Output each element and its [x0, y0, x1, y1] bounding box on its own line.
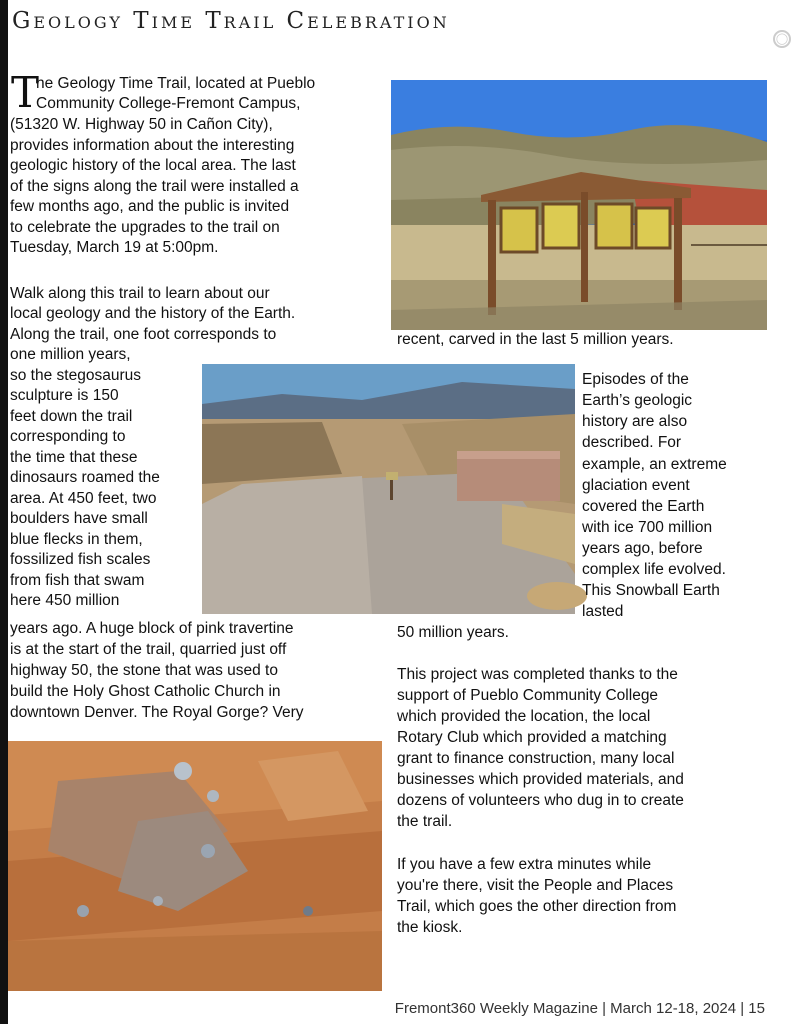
fossil-rock-photo: [8, 741, 382, 991]
p2-narrow-line: sculpture is 150: [10, 387, 119, 404]
kiosk-photo: [391, 80, 767, 330]
p1-line: provides information about the interesting: [10, 137, 295, 154]
episodes-line: This Snowball Earth: [582, 582, 720, 599]
p2-bottom-line: is at the start of the trail, quarried just off: [10, 641, 287, 658]
p2-narrow-line: the time that these: [10, 449, 138, 466]
p2-narrow-line: boulders have small: [10, 510, 148, 527]
p2-bottom-line: highway 50, the stone that was used to: [10, 662, 278, 679]
p1-line: Community College-Fremont Campus,: [36, 95, 301, 112]
page-edge-bar: [0, 0, 8, 1024]
article-title: Geology Time Trail Celebration: [12, 8, 450, 34]
p4-line: If you have a few extra minutes while: [397, 856, 652, 873]
episodes-line: lasted: [582, 603, 624, 620]
episodes-line: Episodes of the: [582, 371, 689, 388]
p3-line: the trail.: [397, 813, 453, 830]
p1-line: few months ago, and the public is invited: [10, 198, 290, 215]
page-footer: Fremont360 Weekly Magazine | March 12-18, 2024 | 15: [394, 1000, 765, 1017]
p1-line: geologic history of the local area. The last: [10, 157, 296, 174]
p3-line: Rotary Club which provided a matching: [397, 729, 667, 746]
p4-line: the kiosk.: [397, 919, 463, 936]
episodes-line: history are also: [582, 413, 688, 430]
episodes-line: glaciation event: [582, 477, 690, 494]
p2-narrow-line: feet down the trail: [10, 408, 133, 425]
p3-line: This project was completed thanks to the: [397, 666, 678, 683]
episodes-line: years ago, before: [582, 540, 703, 557]
p2-narrow-line: corresponding to: [10, 428, 126, 445]
p2-narrow-line: area. At 450 feet, two: [10, 490, 157, 507]
recent-carved-line: recent, carved in the last 5 million years.: [397, 331, 674, 348]
episodes-line: example, an extreme: [582, 456, 727, 473]
p2-bottom-line: build the Holy Ghost Catholic Church in: [10, 683, 281, 700]
p3-line: support of Pueblo Community College: [397, 687, 659, 704]
p1-line: (51320 W. Highway 50 in Cañon City),: [10, 116, 273, 133]
trail-photo: [202, 364, 575, 614]
p2-narrow-line: here 450 million: [10, 592, 120, 609]
p2-narrow-line: dinosaurs roamed the: [10, 469, 160, 486]
episodes-line: covered the Earth: [582, 498, 705, 515]
p1-line: Tuesday, March 19 at 5:00pm.: [10, 239, 219, 256]
episodes-line: complex life evolved.: [582, 561, 726, 578]
p2-line: local geology and the history of the Earth.: [10, 305, 296, 322]
p1-line: to celebrate the upgrades to the trail on: [10, 219, 280, 236]
p1-line: of the signs along the trail were installed a: [10, 178, 299, 195]
episodes-line: described. For: [582, 434, 682, 451]
p2-line: Along the trail, one foot corresponds to: [10, 326, 277, 343]
p4-line: you're there, visit the People and Places: [397, 877, 674, 894]
episodes-line: with ice 700 million: [582, 519, 713, 536]
p2-line: one million years,: [10, 346, 131, 363]
p3-line: businesses which provided materials, and: [397, 771, 684, 788]
p2-bottom-line: years ago. A huge block of pink travertine: [10, 620, 294, 637]
p4-line: Trail, which goes the other direction from: [397, 898, 677, 915]
p3-line: dozens of volunteers who dug in to create: [397, 792, 684, 809]
episodes-line: Earth’s geologic: [582, 392, 693, 409]
p2-narrow-line: so the stegosaurus: [10, 367, 141, 384]
p3-line: which provided the location, the local: [397, 708, 651, 725]
p1-line: he Geology Time Trail, located at Pueblo: [36, 75, 316, 92]
p2-bottom-line: downtown Denver. The Royal Gorge? Very: [10, 704, 304, 721]
p3-line: grant to finance construction, many local: [397, 750, 675, 767]
page-control-icon[interactable]: ◯: [773, 30, 791, 48]
p2-narrow-line: from fish that swam: [10, 572, 145, 589]
drop-cap: T: [11, 68, 40, 117]
p2-line: Walk along this trail to learn about our: [10, 285, 270, 302]
p2-narrow-line: fossilized fish scales: [10, 551, 151, 568]
fifty-million-line: 50 million years.: [397, 624, 509, 641]
p2-narrow-line: blue flecks in them,: [10, 531, 143, 548]
